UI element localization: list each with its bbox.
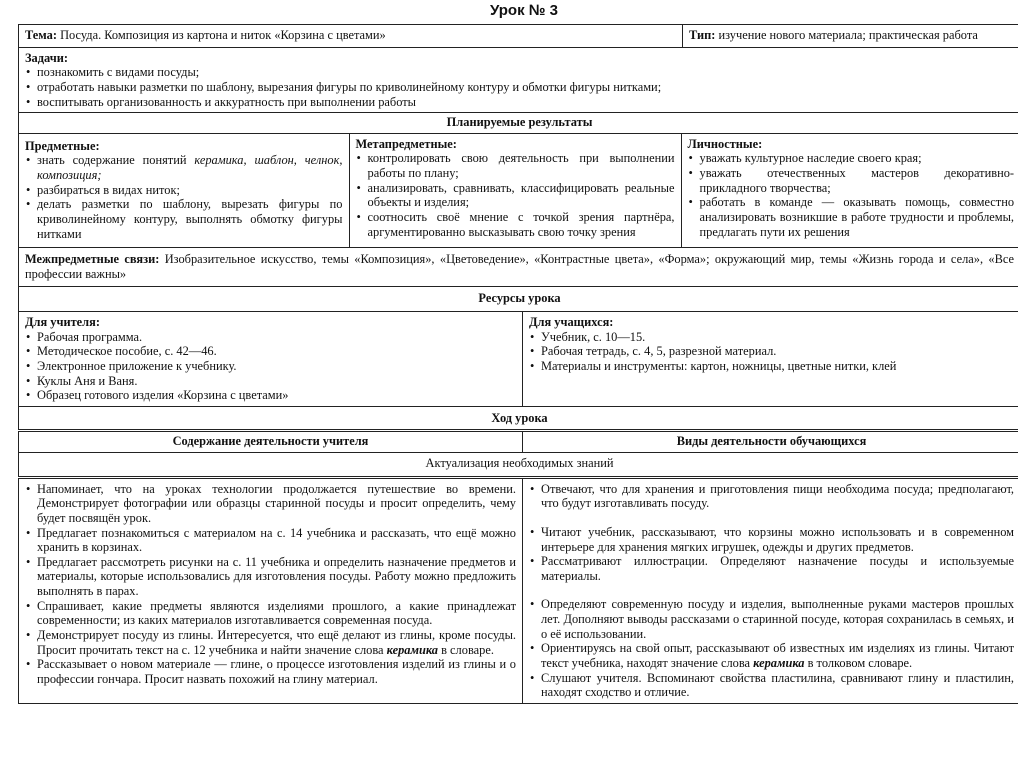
personal-label: Личностные: (687, 136, 763, 151)
list-item: • разбираться в видах ниток; (25, 183, 343, 198)
keyword-keramika: керамика (753, 655, 805, 670)
list-item: • Спрашивает, какие предметы являются изделиями прошлого, а какие принадлежат современности; из каких материалов изготавливается современная посуда. (25, 599, 516, 628)
list-item: • познакомить с видами посуды; (25, 65, 1014, 80)
theme-label: Тема: (25, 28, 57, 42)
type-label: Тип: (689, 28, 716, 42)
course-body-row (19, 477, 1018, 703)
list-item: • Рассказывает о новом материале — глине, о процессе изготовления изделий из глины и о профессии гончара. Просит назвать похожий на глину материал. (25, 657, 516, 686)
list-item: • Предлагает рассмотреть рисунки на с. 11 учебника и определить назначение предметов и материалы, которые использовались для изготовления посуды. Работу можно предложить выполнять в парах. (25, 555, 516, 599)
list-item: • Материалы и инструменты: картон, ножницы, цветные нитки, клей (529, 359, 1014, 374)
list-item (529, 641, 1014, 670)
type-text: изучение нового материала; практическая работа (715, 28, 978, 42)
planned-row (19, 133, 1018, 247)
tasks-cell (19, 47, 1018, 113)
resources-heading-row (19, 287, 1018, 312)
teacher-activities-list (25, 482, 516, 687)
list-item: • работать в команде — оказывать помощь, совместно анализировать возникшие в работе трудности и проблемы, предлагать пути их решения (688, 195, 1015, 239)
course-heading-row (19, 406, 1018, 431)
subject-terms: керамика, шаблон, челнок, композиция; (37, 153, 343, 182)
list-item: • Читают учебник, рассказывают, что корзины можно использовать и в современном интерьере для хранения мягких игрушек, одежды и других предметов. (529, 525, 1014, 554)
tasks-label: Задачи: (25, 50, 68, 65)
keyword-keramika: керамика (386, 642, 439, 657)
student-activities (523, 477, 1018, 703)
list-item: • уважать отечественных мастеров декоративно-прикладного творчества; (688, 166, 1015, 195)
list-item: • Определяют современную посуду и изделия, выполненные руками мастеров прошлых лет. Дополняют выводы рассказами о старинной посуде, которая сохранилась в семьях, и о её использовании. (529, 597, 1014, 641)
spacer (529, 583, 1014, 597)
header-row (19, 25, 1018, 48)
course-stage-row (19, 453, 1018, 478)
list-item: • уважать культурное наследие своего края; (688, 151, 1015, 166)
resources-row (19, 312, 1018, 407)
subject-list (25, 153, 343, 241)
resources-teacher-list (25, 330, 516, 403)
list-item: • Напоминает, что на уроках технологии продолжается путешествие во времени. Демонстрирует фотографии или образцы старинной посуды и просит определить, чему будет посвящён урок. (25, 482, 516, 526)
list-item: • Отвечают, что для хранения и приготовления пищи необходима посуда; предполагают, что будут изготавливать посуду. (529, 482, 1014, 511)
resources-teacher-label: Для учителя: (25, 315, 100, 329)
subject-item-text: знать содержание понятий (37, 153, 195, 168)
list-item: • контролировать свою деятельность при выполнении работы по плану; (356, 151, 675, 180)
lesson-page (4, 0, 1014, 704)
teacher-item-end: в словаре. (438, 642, 494, 657)
interdisciplinary-row (19, 248, 1018, 287)
planned-heading-row (19, 113, 1018, 134)
list-item: • анализировать, сравнивать, классифицировать реальные объекты и изделия; (356, 181, 675, 210)
list-item: • Учебник, с. 10—15. (529, 330, 1014, 345)
interdisciplinary-text: Изобразительное искусство, темы «Композиция», «Цветоведение», «Контрастные цвета», «Форма»; окружающий мир, темы «Жизнь города и села», «Все профессии важны» (25, 252, 1015, 281)
list-item: • Образец готового изделия «Корзина с цветами» (25, 388, 516, 403)
list-item (25, 628, 516, 657)
resources-heading: Ресурсы урока (19, 287, 1018, 312)
type-cell (683, 25, 1018, 48)
theme-cell (19, 25, 683, 48)
list-item: • воспитывать организованность и аккуратность при выполнении работы (25, 95, 1014, 110)
interdisciplinary-label: Межпредметные связи: (25, 252, 160, 267)
student-item-text: Ориентируясь на свой опыт, рассказывают об известных им изделиях из глины. Читают текст учебника, находят значение слова (541, 641, 1015, 670)
spacer (529, 511, 1014, 525)
teacher-activities (19, 477, 523, 703)
list-item: • Электронное приложение к учебнику. (25, 359, 516, 374)
course-stage: Актуализация необходимых знаний (19, 453, 1018, 478)
lesson-title: Урок № 3 (490, 2, 558, 19)
list-item: • Рабочая программа. (25, 330, 516, 345)
subject-label: Предметные: (25, 138, 100, 153)
tasks-list (25, 65, 1014, 109)
list-item: • соотносить своё мнение с точкой зрения партнёра, аргументированно высказывать свою точку зрения (356, 210, 675, 239)
meta-results (349, 134, 681, 247)
list-item: • Методическое пособие, с. 42—46. (25, 344, 516, 359)
theme-text: Посуда. Композиция из картона и ниток «Корзина с цветами» (56, 28, 386, 42)
student-activities-list (529, 482, 1014, 700)
list-item: • отработать навыки разметки по шаблону, вырезания фигуры по криволинейному контуру и обмотки фигуры нитками; (25, 80, 1014, 95)
list-item (25, 153, 343, 182)
teacher-item-text: Демонстрирует посуду из глины. Интересуется, что ещё делают из глины, кроме посуды. Просит прочитать текст на с. 12 учебника и найти значение слова (37, 627, 516, 657)
student-item-end: в толковом словаре. (804, 655, 913, 670)
personal-results (681, 134, 1018, 247)
resources-students (523, 312, 1018, 407)
list-item: • Слушают учителя. Вспоминают свойства пластилина, сравнивают глину и пластилин, находят сходство и отличие. (529, 671, 1014, 700)
planned-heading: Планируемые результаты (19, 113, 1018, 134)
course-col-teacher: Содержание деятельности учителя (19, 431, 523, 453)
resources-students-label: Для учащихся: (529, 315, 614, 329)
course-heading: Ход урока (19, 406, 1018, 431)
meta-label: Метапредметные: (355, 136, 457, 151)
list-item: • Рассматривают иллюстрации. Определяют назначение посуды и используемые материалы. (529, 554, 1014, 583)
list-item: • Предлагает познакомиться с материалом на с. 14 учебника и рассказать, что ещё можно хранить в корзинах. (25, 526, 516, 555)
list-item: • делать разметки по шаблону, вырезать фигуры по криволинейному контуру, выполнять обмотку фигуры нитками (25, 197, 343, 241)
interdisciplinary-cell (19, 248, 1018, 287)
resources-students-list (529, 330, 1014, 374)
personal-list (688, 151, 1015, 239)
lesson-plan-table (18, 24, 1018, 704)
list-item: • Куклы Аня и Ваня. (25, 374, 516, 389)
list-item: • Рабочая тетрадь, с. 4, 5, разрезной материал. (529, 344, 1014, 359)
subject-results (19, 134, 349, 247)
tasks-row (19, 47, 1018, 113)
resources-teacher (19, 312, 523, 407)
course-columns-row (19, 431, 1018, 453)
meta-list (356, 151, 675, 239)
course-col-students: Виды деятельности обучающихся (523, 431, 1018, 453)
planned-results-grid (19, 134, 1018, 247)
